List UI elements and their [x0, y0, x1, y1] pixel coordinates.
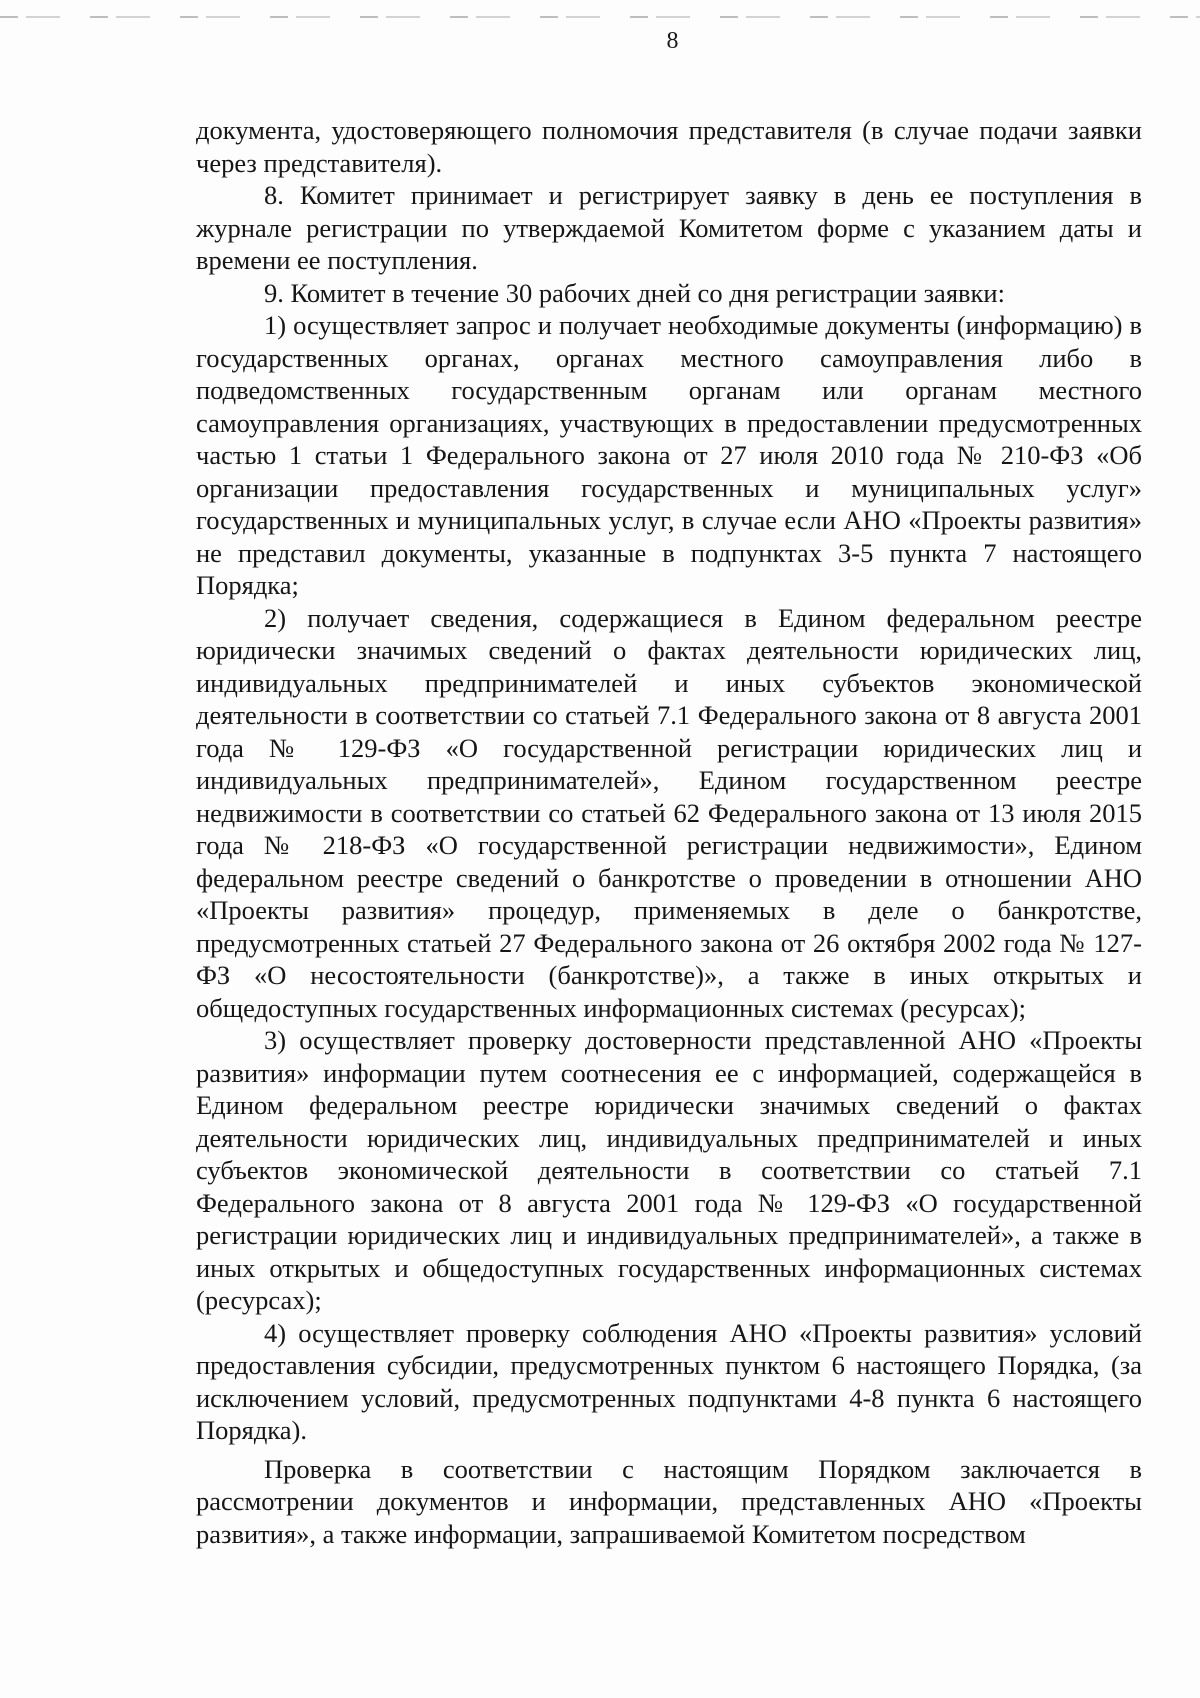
paragraph-verification: Проверка в соответствии с настоящим Порядком заключается в рассмотрении документов и информации, представленных АНО «Проекты развития», а также информации, запрашиваемой Комитетом посредством [196, 1453, 1142, 1549]
page-number [0, 28, 1200, 55]
paragraph-continuation: документа, удостоверяющего полномочия представителя (в случае подачи заявки через представителя). [196, 115, 1142, 178]
subparagraph-3: 3) осуществляет проверку достоверности представленной АНО «Проекты развития» информации путем соотнесения ее с информацией, содержащейся в Едином федеральном реестре юридически значимых сведений о фактах деятельности юридических лиц, индивидуальных предпринимателей и иных субъектов экономической деятельности в соответствии со статьей 7.1 Федерального закона от 8 августа 2001 года № 129-ФЗ «О государственной регистрации юридических лиц и индивидуальных предпринимателей», а также в иных открытых и общедоступных государственных информационных системах (ресурсах); [196, 1025, 1142, 1315]
paragraph-item-9: 9. Комитет в течение 30 рабочих дней со дня регистрации заявки: [264, 277, 1005, 308]
subparagraph-2: 2) получает сведения, содержащиеся в Едином федеральном реестре юридически значимых сведений о фактах деятельности юридических лиц, индивидуальных предпринимателей и иных субъектов экономической деятельности в соответствии со статьей 7.1 Федерального закона от 8 августа 2001 года № 129-ФЗ «О государственной регистрации юридических лиц и индивидуальных предпринимателей», Едином государственном реестре недвижимости в соответствии со статьей 62 Федерального закона от 13 июля 2015 года № 218-ФЗ «О государственной регистрации недвижимости», Едином федеральном реестре сведений о банкротстве о проведении в отношении АНО «Проекты развития» процедур, применяемых в деле о банкротстве, предусмотренных статьей 27 Федерального закона от 26 октября 2002 года № 127-ФЗ «О несостоятельности (банкротстве)», а также в иных открытых и общедоступных государственных информационных системах (ресурсах); [196, 602, 1142, 1023]
page-number-label: 8 [666, 28, 679, 54]
paragraph-item-8: 8. Комитет принимает и регистрирует заявку в день ее поступления в журнале регистрации по утверждаемой Комитетом форме с указанием даты и времени ее поступления. [196, 180, 1142, 275]
document-body [196, 114, 1142, 1550]
scan-edge-artifact [0, 16, 1200, 18]
subparagraph-4: 4) осуществляет проверку соблюдения АНО «Проекты развития» условий предоставления субсидии, предусмотренных пунктом 6 настоящего Порядка, (за исключением условий, предусмотренных подпунктами 4-8 пункта 6 настоящего Порядка). [196, 1317, 1142, 1445]
subparagraph-1: 1) осуществляет запрос и получает необходимые документы (информацию) в государственных органах, органах местного самоуправления либо в подведомственных государственным органам или органам местного самоуправления организациях, участвующих в предоставлении предусмотренных частью 1 статьи 1 Федерального закона от 27 июля 2010 года № 210-ФЗ «Об организации предоставления государственных и муниципальных услуг» государственных и муниципальных услуг, в случае если АНО «Проекты развития» не представил документы, указанные в подпунктах 3-5 пункта 7 настоящего Порядка; [196, 310, 1142, 600]
